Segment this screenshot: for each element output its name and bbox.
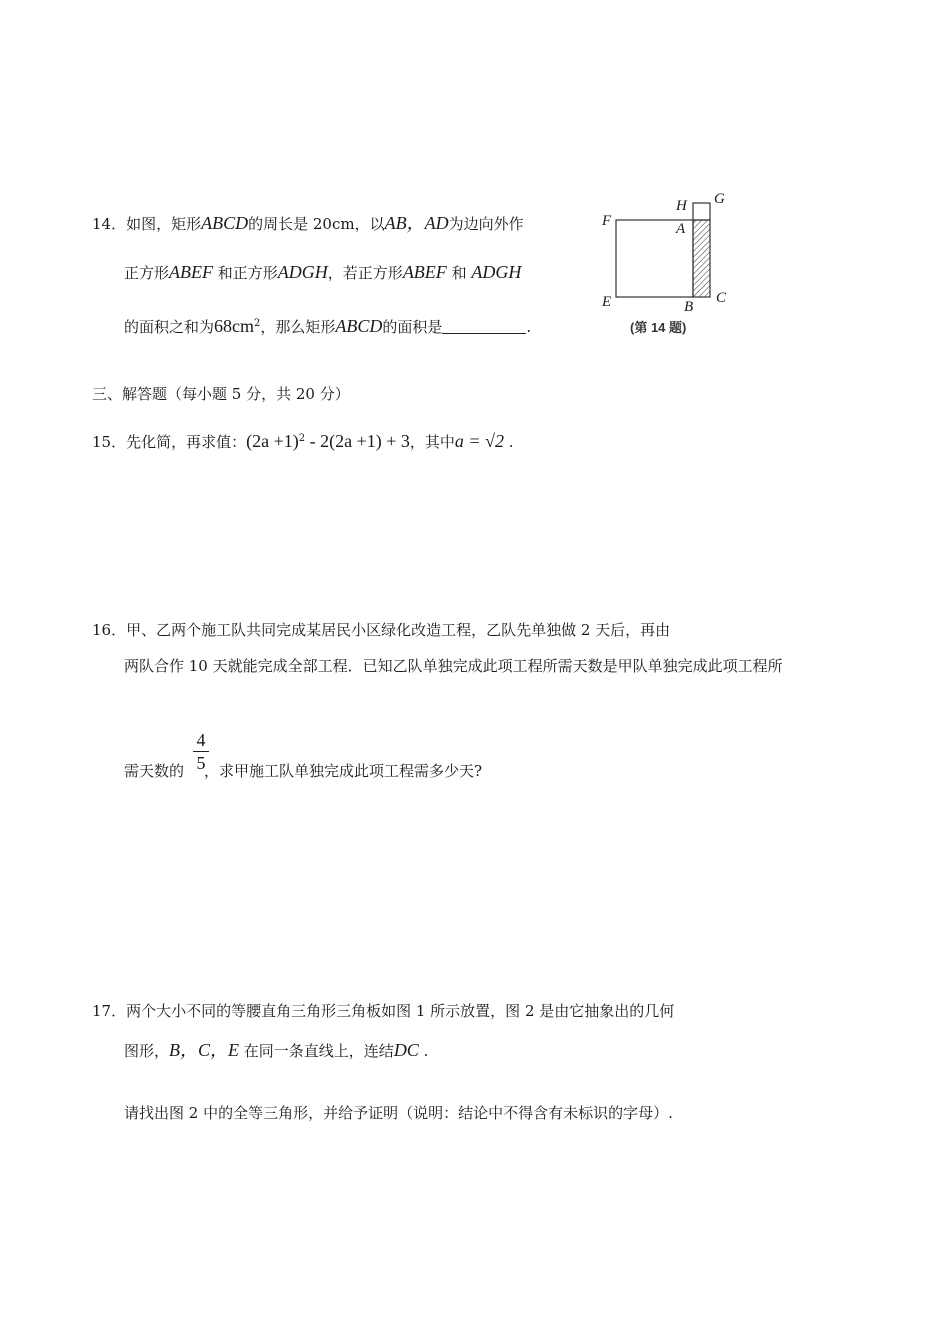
q17-number: 17． — [92, 1002, 127, 1020]
figure-caption: (第 14 题) — [630, 320, 687, 335]
label-c: C — [716, 290, 727, 306]
label-e: E — [602, 294, 612, 310]
rectangle-abcd — [693, 220, 710, 297]
q14-number: 14． — [92, 215, 127, 233]
label-g: G — [714, 191, 725, 207]
q15-line: 15．先化简，再求值：$(2a +1)^2 - 2(2a +1) + 3$，其中a = √2 . — [92, 431, 514, 451]
q16-line1: 16．甲、乙两个施工队共同完成某居民小区绿化改造工程，乙队先单独做 2 天后，再由 — [92, 621, 671, 639]
label-b: B — [684, 299, 694, 315]
label-a: A — [676, 221, 686, 237]
q17-line3: 请找出图 2 中的全等三角形，并给予证明（说明：结论中不得含有未标识的字母）. — [124, 1104, 673, 1122]
q14-figure — [596, 190, 736, 340]
label-h: H — [676, 198, 687, 214]
q14-line2: 正方形ABEF 和正方形ADGH，若正方形ABEF 和 ADGH — [124, 262, 522, 282]
q14-line1: 14．如图，矩形ABCD的周长是 20cm，以AB，AD为边向外作 — [92, 213, 524, 233]
q15-number: 15． — [92, 433, 127, 451]
label-f: F — [602, 213, 612, 229]
square-adgh — [693, 203, 710, 220]
section-title: 三、解答题（每小题 5 分，共 20 分） — [92, 385, 350, 403]
q16-number: 16． — [92, 621, 127, 639]
q16-line2: 两队合作 10 天就能完成全部工程．已知乙队单独完成此项工程所需天数是甲队单独完成此项工程所 — [124, 657, 783, 675]
q17-line1: 17．两个大小不同的等腰直角三角形三角板如图 1 所示放置，图 2 是由它抽象出的几何 — [92, 1002, 675, 1020]
q14-line3: 的面积之和为$68cm^2$，那么矩形ABCD的面积是 . — [124, 316, 532, 336]
fraction-four-fifths: 4 5 — [193, 730, 209, 773]
q16-line3: 需天数的 ，求甲施工队单独完成此项工程需多少天? — [124, 762, 483, 780]
rectangle-squares-diagram — [596, 190, 736, 320]
answer-blank[interactable] — [442, 317, 526, 334]
q17-line2: 图形，B，C，E 在同一条直线上，连结DC . — [124, 1040, 429, 1060]
